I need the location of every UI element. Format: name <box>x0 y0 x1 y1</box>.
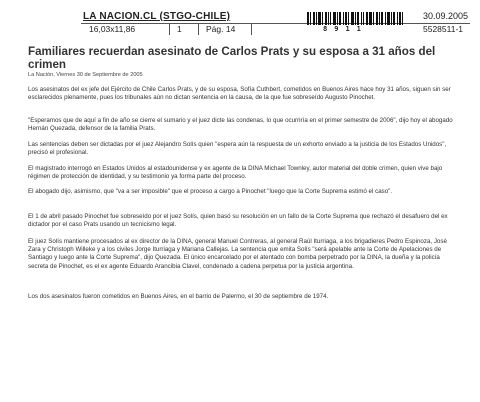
clipping-header <box>81 12 470 35</box>
article-title: Familiares recuerdan asesinato de Carlos Prats y su esposa a 31 años del crimen <box>28 45 436 71</box>
article-paragraph: El juez Solís mantiene procesados al ex director de la DINA, general Manuel Contreras, al general Raúl Iturriaga, a los brigadieres Pedro Espinoza, José Zara y Christoph Willeke y a los civiles Jorge Iturriaga y Mariana Callejas. La sentencia que emita Solís "será apelable ante la Corte de Apelaciones de Santiago y luego ante la Corte Suprema", dijo Quezada. El único encarcelado por el atentado con bomba perpetrado por la DINA, la dueña y la policía secreta de Pinochet, es el ex agente Eduardo Arancibia Clavel, condenado a cadena perpetua por la justicia argentina. <box>28 238 447 270</box>
article-byline: La Nación, Viernes 30 de Septiembre de 2005 <box>28 72 143 78</box>
article-paragraph: Las sentencias deben ser dictadas por el juez Alejandro Solís quien "espera aún la respuesta de un exhorto enviado a la justicia de los Estados Unidos", precisó el profesional. <box>28 141 447 157</box>
barcode-number: 8 9 1 1 <box>323 25 363 33</box>
column-number: 1 <box>177 24 182 34</box>
header-bottom-row <box>81 24 470 35</box>
clip-code: 5528511-1 <box>423 24 464 34</box>
article-paragraph: El abogado dijo, asimismo, que "va a ser imposible" que el proceso a cargo a Pinochet "luego que la Corte Suprema estimó el caso". <box>28 188 393 195</box>
source-name: LA NACION.CL (STGO-CHILE) <box>83 11 231 22</box>
article-paragraph: El 1 de abril pasado Pinochet fue sobreseído por el juez Solís, quien basó su resolución en un fallo de la Corte Suprema que rechazó el desafuero del ex dictador por el caso Prats usando un tecnicismo legal. <box>28 213 448 229</box>
publication-date: 30.09.2005 <box>423 11 469 21</box>
article-paragraph: El magistrado interrogó en Estados Unidos al estadounidense y ex agente de la DINA Michael Townley, autor material del doble crimen, quien vive bajo régimen de protección de identidad, y su testimonio ya forma parte del proceso. <box>28 165 443 181</box>
article-paragraph: Los dos asesinatos fueron cometidos en Buenos Aires, en el barrio de Palermo, el 30 de septiembre de 1974. <box>28 293 329 300</box>
header-divider <box>198 24 199 35</box>
page-number: Pág. 14 <box>206 24 236 34</box>
header-top-row <box>81 12 470 24</box>
header-divider <box>251 24 252 35</box>
header-divider <box>169 24 170 35</box>
article-paragraph: "Esperamos que de aquí a fin de año se cierre el sumario y el juez dicte las condenas, lo que ocurriría en el primer semestre de 2006", dijo hoy el abogado Hernán Quezada, defensor de la familia Prats. <box>28 117 453 133</box>
article-paragraph: Los asesinatos del ex jefe del Ejército de Chile Carlos Prats, y de su esposa, Sofía Cuthbert, cometidos en Buenos Aires hace hoy 31 años, siguen sin ser esclarecidos plenamente, pues los tribunales aún no dictan sentencia en la causa, de la que fue sobreseído Augusto Pinochet. <box>28 86 451 102</box>
clip-dimensions: 16,03x11,86 <box>89 24 136 34</box>
